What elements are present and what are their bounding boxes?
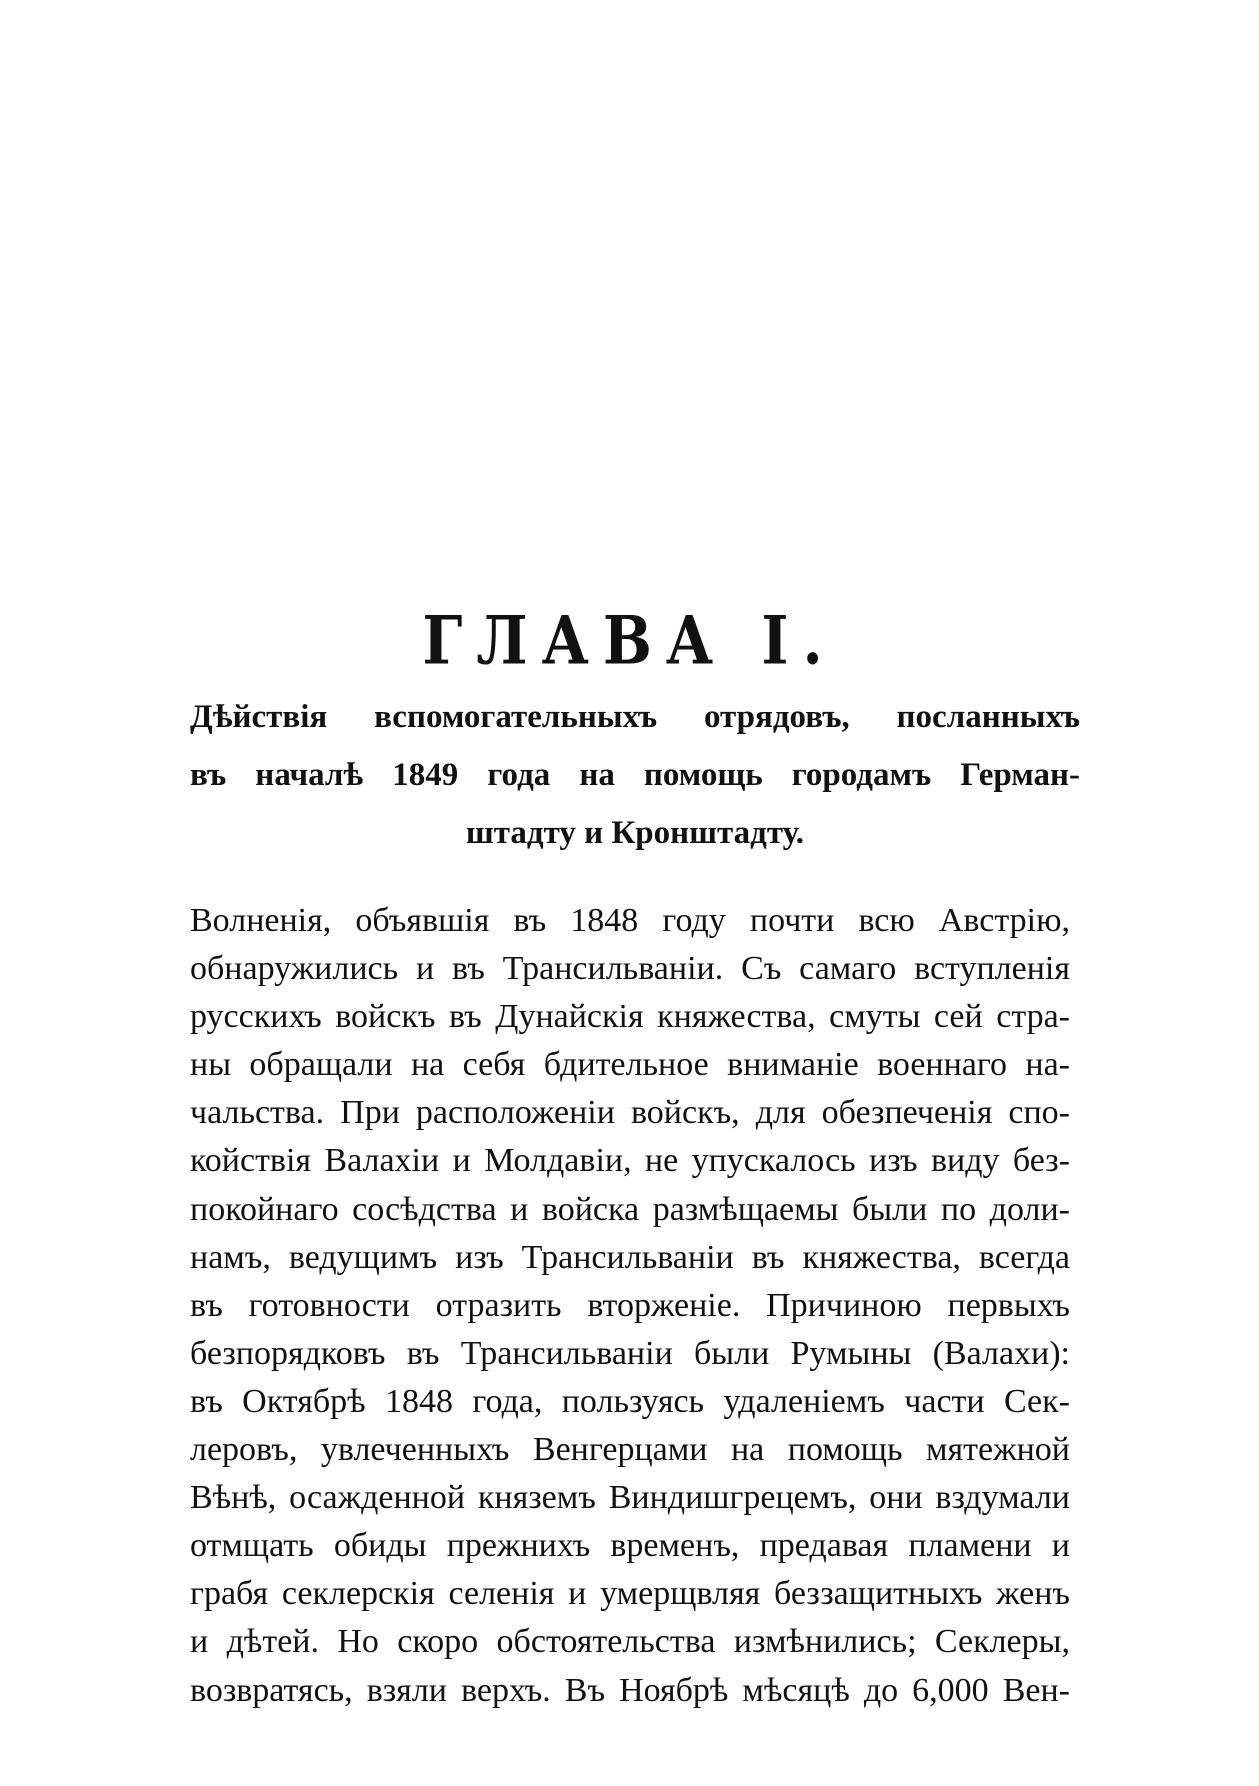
body-line: въ готовности отразить вторженіе. Причиною первыхъ bbox=[190, 1286, 1070, 1324]
body-line: леровъ, увлеченныхъ Венгерцами на помощь мятежной bbox=[190, 1431, 1070, 1469]
body-line: чальства. При расположеніи войскъ, для обезпеченія спо- bbox=[190, 1094, 1070, 1132]
chapter-heading: ГЛАВА I. bbox=[422, 601, 837, 680]
body-paragraph bbox=[190, 897, 1070, 1715]
body-line: безпорядковъ въ Трансильваніи были Румыны (Валахи): bbox=[190, 1334, 1070, 1372]
body-line: покойнаго сосѣдства и войска размѣщаемы были по доли- bbox=[190, 1190, 1070, 1228]
body-line: обнаружились и въ Трансильваніи. Съ самаго вступленія bbox=[190, 950, 1070, 988]
body-line: русскихъ войскъ въ Дунайскія княжества, смуты сей стра- bbox=[190, 998, 1070, 1036]
subtitle-line: Дѣйствія вспомогательныхъ отрядовъ, посланныхъ bbox=[190, 699, 1080, 735]
body-line: Вѣнѣ, осажденной княземъ Виндишгрецемъ, они вздумали bbox=[190, 1479, 1070, 1517]
subtitle-line: штадту и Кронштадту. bbox=[465, 815, 805, 851]
body-line: грабя секлерскія селенія и умерщвляя беззащитныхъ женъ bbox=[190, 1575, 1070, 1613]
body-line: намъ, ведущимъ изъ Трансильваніи въ княжества, всегда bbox=[190, 1238, 1070, 1276]
body-line: и дѣтей. Но скоро обстоятельства измѣнились; Секлеры, bbox=[190, 1623, 1070, 1661]
chapter-subtitle bbox=[190, 688, 1080, 862]
body-line: возвратясь, взяли верхъ. Въ Ноябрѣ мѣсяцѣ до 6,000 Вен- bbox=[190, 1671, 1070, 1709]
body-line: въ Октябрѣ 1848 года, пользуясь удаленіемъ части Сек- bbox=[190, 1382, 1070, 1420]
subtitle-line: въ началѣ 1849 года на помощь городамъ Герман- bbox=[190, 757, 1080, 793]
body-line: койствія Валахіи и Молдавіи, не упускалось изъ виду без- bbox=[190, 1142, 1070, 1180]
body-line: ны обращали на себя бдительное вниманіе военнаго на- bbox=[190, 1046, 1070, 1084]
body-line: отмщать обиды прежнихъ временъ, предавая пламени и bbox=[190, 1527, 1070, 1565]
body-line: Волненія, объявшія въ 1848 году почти всю Австрію, bbox=[190, 902, 1070, 939]
